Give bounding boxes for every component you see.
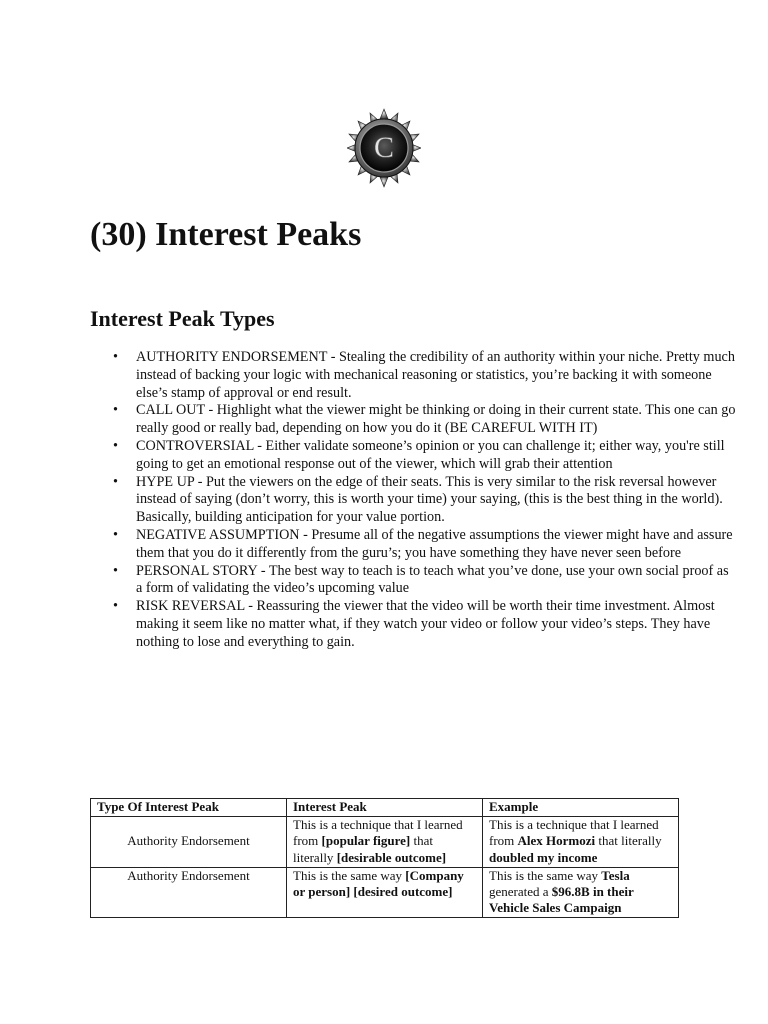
- bullet-icon: •: [113, 526, 118, 543]
- crest-c-logo-icon: [347, 108, 421, 188]
- table-row: [91, 867, 679, 918]
- column-header: Interest Peak: [287, 799, 483, 817]
- bullet-icon: •: [113, 349, 118, 365]
- text-segment: This is the same way: [489, 867, 602, 883]
- bullet-icon: •: [113, 473, 118, 490]
- page-title: (30) Interest Peaks: [90, 216, 362, 253]
- list-item: [113, 473, 736, 527]
- text-segment: generated a: [489, 884, 552, 900]
- interest-peak-table: [90, 798, 679, 918]
- column-header: Example: [483, 799, 679, 817]
- bold-segment: Alex Hormozi: [517, 833, 596, 849]
- type-name: AUTHORITY ENDORSEMENT: [136, 349, 328, 365]
- list-item: [113, 526, 736, 563]
- bold-segment: Tesla: [601, 867, 630, 883]
- type-description: - Reassuring the viewer that the video will be worth their time investment. Almost making it seem like no matter what, if they watch your video or follow your video’s steps. They have nothing to lose and everything to gain.: [136, 598, 715, 650]
- type-cell: Authority Endorsement: [91, 867, 287, 918]
- bold-segment: $96.8B in their Vehicle Sales Campaign: [489, 884, 634, 916]
- text-segment: that literally: [595, 833, 662, 849]
- example-cell: [483, 817, 679, 868]
- bullet-icon: •: [113, 402, 118, 419]
- type-description: - Presume all of the negative assumptions the viewer might have and assure them that you do it differently from the guru’s; you have something they have never seen before: [136, 526, 733, 561]
- type-name: PERSONAL STORY: [136, 562, 258, 579]
- type-description: - Put the viewers on the edge of their seats. This is very similar to the risk reversal however instead of saying (don’t worry, this is worth your time) your saying, (this is the best thing in the world). Basically, building anticipation for your value portion.: [136, 473, 723, 526]
- logo-letter: C: [373, 131, 395, 164]
- column-header: Type Of Interest Peak: [91, 799, 287, 817]
- bullet-icon: •: [113, 562, 118, 579]
- type-name: RISK REVERSAL: [136, 598, 245, 615]
- peak-cell: [287, 867, 483, 918]
- example-cell: [483, 867, 679, 918]
- list-item: [113, 349, 736, 402]
- bullet-icon: •: [113, 598, 118, 615]
- list-item: [113, 562, 736, 599]
- table-header-row: [91, 799, 679, 817]
- text-segment: This is a technique that I learned from: [293, 817, 463, 849]
- text-segment: that literally: [293, 833, 434, 865]
- section-heading: Interest Peak Types: [90, 306, 275, 331]
- type-name: CALL OUT: [136, 402, 205, 419]
- type-name: NEGATIVE ASSUMPTION: [136, 526, 300, 543]
- interest-peak-types-list: [90, 349, 736, 652]
- type-description: - Highlight what the viewer might be thinking or doing in their current state. This one can go really good or really bad, depending on how you do it (BE CAREFUL WITH IT): [136, 402, 736, 437]
- peak-cell: [287, 817, 483, 868]
- bold-segment: [desirable outcome]: [336, 849, 447, 865]
- bullet-icon: •: [113, 437, 118, 454]
- table-row: [91, 817, 679, 868]
- list-item: [113, 402, 736, 438]
- type-description: - The best way to teach is to teach what you’ve done, use your own social proof as a form of validating the video’s upcoming value: [136, 562, 729, 597]
- type-description: - Either validate someone’s opinion or you can challenge it; either way, you're still going to get an emotional response out of the viewer, which will grab their attention: [136, 437, 725, 472]
- text-segment: This is a technique that I learned from: [489, 817, 659, 849]
- type-name: HYPE UP: [136, 473, 195, 490]
- bold-segment: [Company or person] [desired outcome]: [293, 867, 464, 900]
- list-item: [113, 598, 736, 651]
- type-name: CONTROVERSIAL: [136, 437, 254, 454]
- type-description: - Stealing the credibility of an authority within your niche. Pretty much instead of backing your logic with mechanical reasoning or statistics, you’re backing it with someone else’s stamp of approval or end result.: [136, 349, 735, 401]
- type-cell: Authority Endorsement: [91, 817, 287, 868]
- list-item: [113, 437, 736, 474]
- text-segment: This is the same way: [293, 867, 406, 883]
- bold-segment: doubled my income: [489, 849, 598, 865]
- bold-segment: [popular figure]: [321, 833, 411, 849]
